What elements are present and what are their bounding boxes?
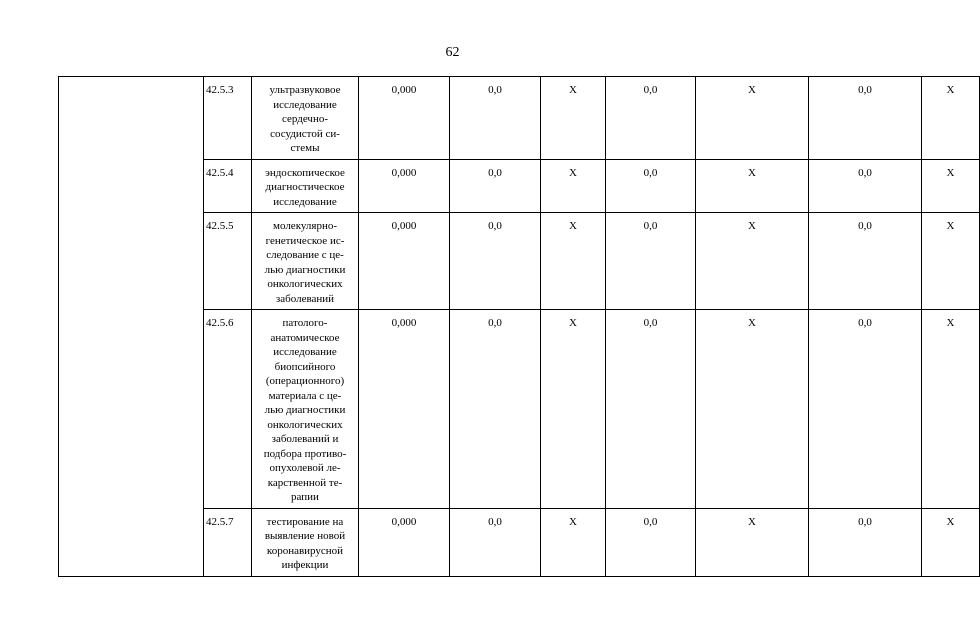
row-code: 42.5.5 (204, 213, 252, 310)
value-cell: X (922, 77, 980, 160)
value-cell: X (696, 159, 809, 213)
value-cell: 0,000 (359, 77, 450, 160)
row-code: 42.5.7 (204, 508, 252, 576)
value-cell: 0,0 (606, 159, 696, 213)
value-cell: 0,0 (450, 77, 541, 160)
data-table (58, 76, 980, 577)
value-cell: 0,000 (359, 508, 450, 576)
row-code: 42.5.3 (204, 77, 252, 160)
value-cell: 0,0 (606, 508, 696, 576)
value-cell: X (922, 159, 980, 213)
row-name: молекулярно- генетическое ис- следование с це- лью диагностики онкологических заболеваний (252, 213, 359, 310)
value-cell: 0,0 (809, 310, 922, 509)
value-cell: 0,0 (809, 159, 922, 213)
group-cell (59, 77, 204, 577)
value-cell: 0,0 (606, 77, 696, 160)
value-cell: 0,0 (450, 159, 541, 213)
value-cell: 0,0 (450, 508, 541, 576)
value-cell: 0,0 (809, 77, 922, 160)
value-cell: X (541, 213, 606, 310)
value-cell: 0,0 (809, 508, 922, 576)
value-cell: X (696, 213, 809, 310)
value-cell: X (541, 310, 606, 509)
value-cell: 0,000 (359, 310, 450, 509)
value-cell: X (696, 77, 809, 160)
value-cell: X (922, 213, 980, 310)
value-cell: X (541, 508, 606, 576)
value-cell: X (541, 77, 606, 160)
value-cell: 0,000 (359, 213, 450, 310)
value-cell: X (696, 508, 809, 576)
value-cell: 0,000 (359, 159, 450, 213)
value-cell: 0,0 (606, 213, 696, 310)
value-cell: 0,0 (606, 310, 696, 509)
value-cell: X (696, 310, 809, 509)
row-name: тестирование на выявление новой коронавирусной инфекции (252, 508, 359, 576)
row-name: патолого- анатомическое исследование биопсийного (операционного) материала с це- лью диагностики онкологических заболеваний и подбора противо- опухолевой ле- карственной те- рапии (252, 310, 359, 509)
row-name: ультразвуковое исследование сердечно- сосудистой си- стемы (252, 77, 359, 160)
value-cell: X (541, 159, 606, 213)
value-cell: 0,0 (450, 310, 541, 509)
value-cell: 0,0 (450, 213, 541, 310)
value-cell: X (922, 508, 980, 576)
value-cell: X (922, 310, 980, 509)
table-row (59, 77, 980, 160)
row-code: 42.5.4 (204, 159, 252, 213)
row-code: 42.5.6 (204, 310, 252, 509)
row-name: эндоскопическое диагностическое исследование (252, 159, 359, 213)
value-cell: 0,0 (809, 213, 922, 310)
page-number: 62 (445, 45, 460, 60)
